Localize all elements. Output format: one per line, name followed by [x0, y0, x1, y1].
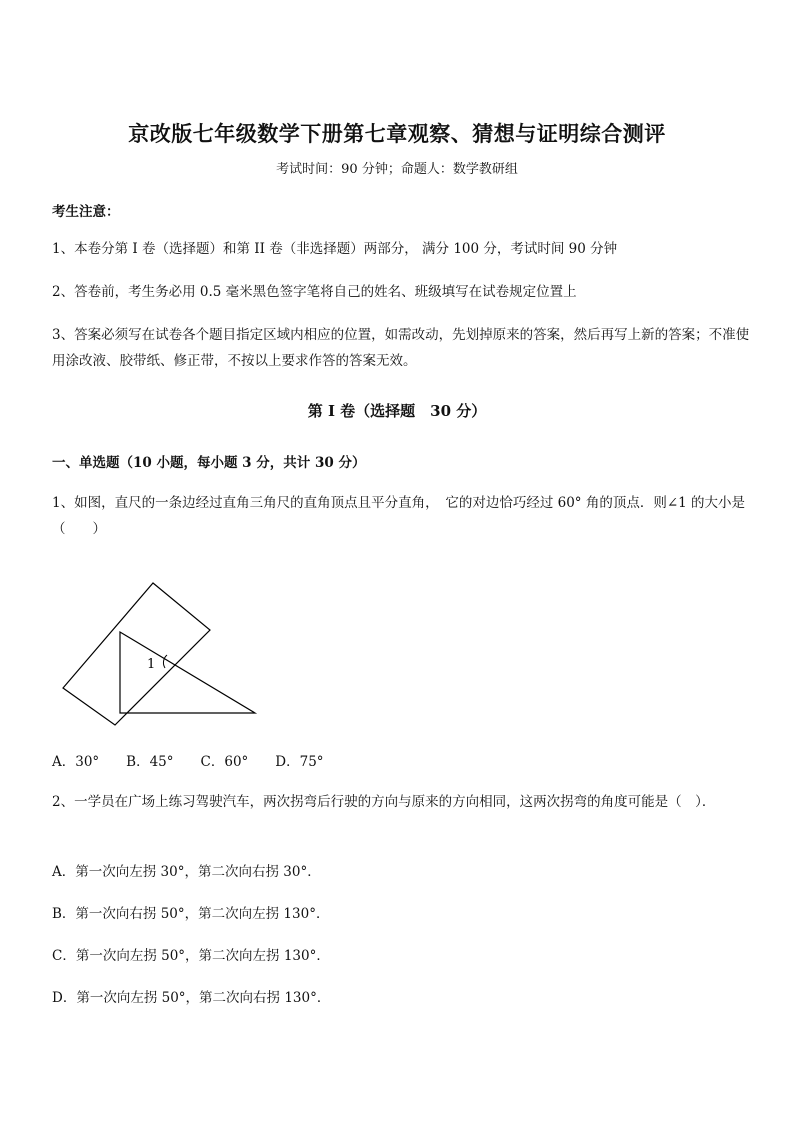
angle-label: 1 [147, 657, 156, 672]
question-2-option-b: B．第一次向右拐 50°，第二次向左拐 130°． [52, 906, 330, 922]
triangle-shape [120, 632, 255, 713]
section1-heading: 一、单选题（10 小题，每小题 3 分，共计 30 分） [52, 455, 366, 471]
question-2-option-d: D．第一次向左拐 50°，第二次向右拐 130°． [52, 990, 331, 1006]
exam-info: 考试时间：90 分钟；命题人：数学教研组 [276, 162, 518, 177]
question-2-option-a: A．第一次向左拐 30°，第二次向右拐 30°． [52, 864, 321, 880]
question-1-figure [55, 575, 270, 740]
part1-title: 第 I 卷（选择题 30 分） [307, 402, 487, 420]
page-title: 京改版七年级数学下册第七章观察、猜想与证明综合测评 [128, 121, 666, 146]
notice-heading: 考生注意： [52, 204, 120, 220]
question-1-options: A．30° B．45° C．60° D．75° [52, 754, 324, 770]
question-2-option-c: C．第一次向左拐 50°，第二次向左拐 130°． [52, 948, 330, 964]
ruler-shape [63, 583, 210, 725]
angle-arc [163, 655, 167, 668]
question-1-text: 1、如图，直尺的一条边经过直角三角尺的直角顶点且平分直角， 它的对边恰巧经过 60° 角的顶点．则∠1 的大小是（ ） [52, 495, 746, 537]
notice-item-1: 1、本卷分第 I 卷（选择题）和第 II 卷（非选择题）两部分， 满分 100 分，考试时间 90 分钟 [52, 241, 618, 257]
notice-item-2: 2、答卷前，考生务必用 0.5 毫米黑色签字笔将自己的姓名、班级填写在试卷规定位置上 [52, 284, 577, 300]
notice-item-3: 3、答案必须写在试卷各个题目指定区域内相应的位置，如需改动，先划掉原来的答案，然后再写上新的答案；不准使用涂改液、胶带纸、修正带，不按以上要求作答的答案无效。 [52, 327, 750, 369]
question-2-text: 2、一学员在广场上练习驾驶汽车，两次拐弯后行驶的方向与原来的方向相同，这两次拐弯的角度可能是（ ）． [52, 794, 716, 810]
